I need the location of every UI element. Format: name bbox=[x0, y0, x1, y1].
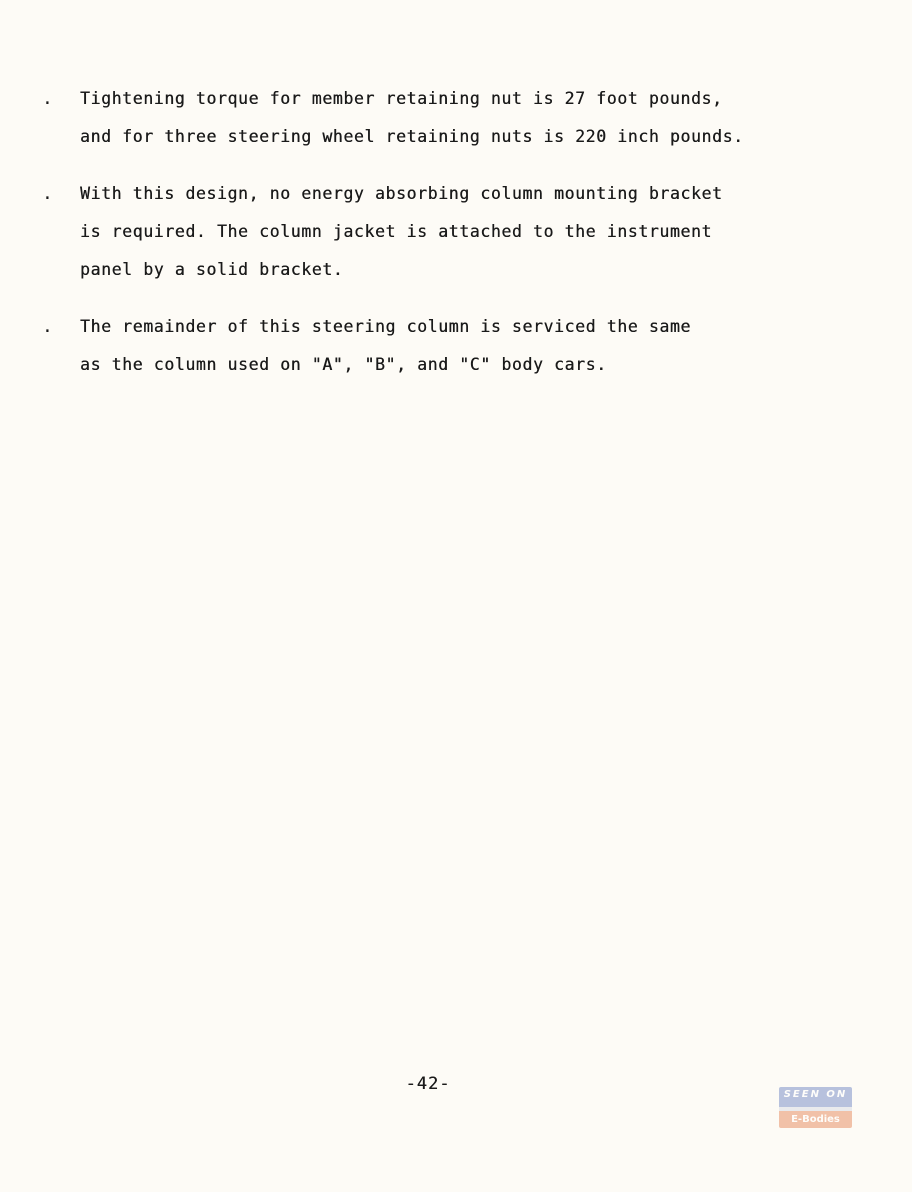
text-line: With this design, no energy absorbing column mounting bracket bbox=[80, 184, 723, 203]
page-number: -42- bbox=[405, 1074, 451, 1094]
bullet-item bbox=[0, 80, 912, 156]
bullet-item bbox=[0, 308, 912, 384]
text-line: Tightening torque for member retaining nut is 27 foot pounds, bbox=[80, 89, 723, 108]
bullet-item bbox=[0, 175, 912, 289]
watermark-top-text: SEEN ON bbox=[779, 1087, 852, 1107]
text-line: The remainder of this steering column is serviced the same bbox=[80, 317, 691, 336]
text-line: is required. The column jacket is attached to the instrument bbox=[80, 222, 713, 241]
bullet-marker: . bbox=[42, 316, 53, 337]
watermark-bottom-text: E-Bodies bbox=[779, 1111, 852, 1128]
text-line: panel by a solid bracket. bbox=[80, 260, 344, 279]
text-line: as the column used on "A", "B", and "C" body cars. bbox=[80, 355, 607, 374]
text-line: and for three steering wheel retaining nuts is 220 inch pounds. bbox=[80, 127, 744, 146]
watermark-logo bbox=[779, 1087, 852, 1132]
bullet-marker: . bbox=[42, 88, 53, 109]
bullet-list bbox=[0, 80, 912, 403]
bullet-marker: . bbox=[42, 183, 53, 204]
